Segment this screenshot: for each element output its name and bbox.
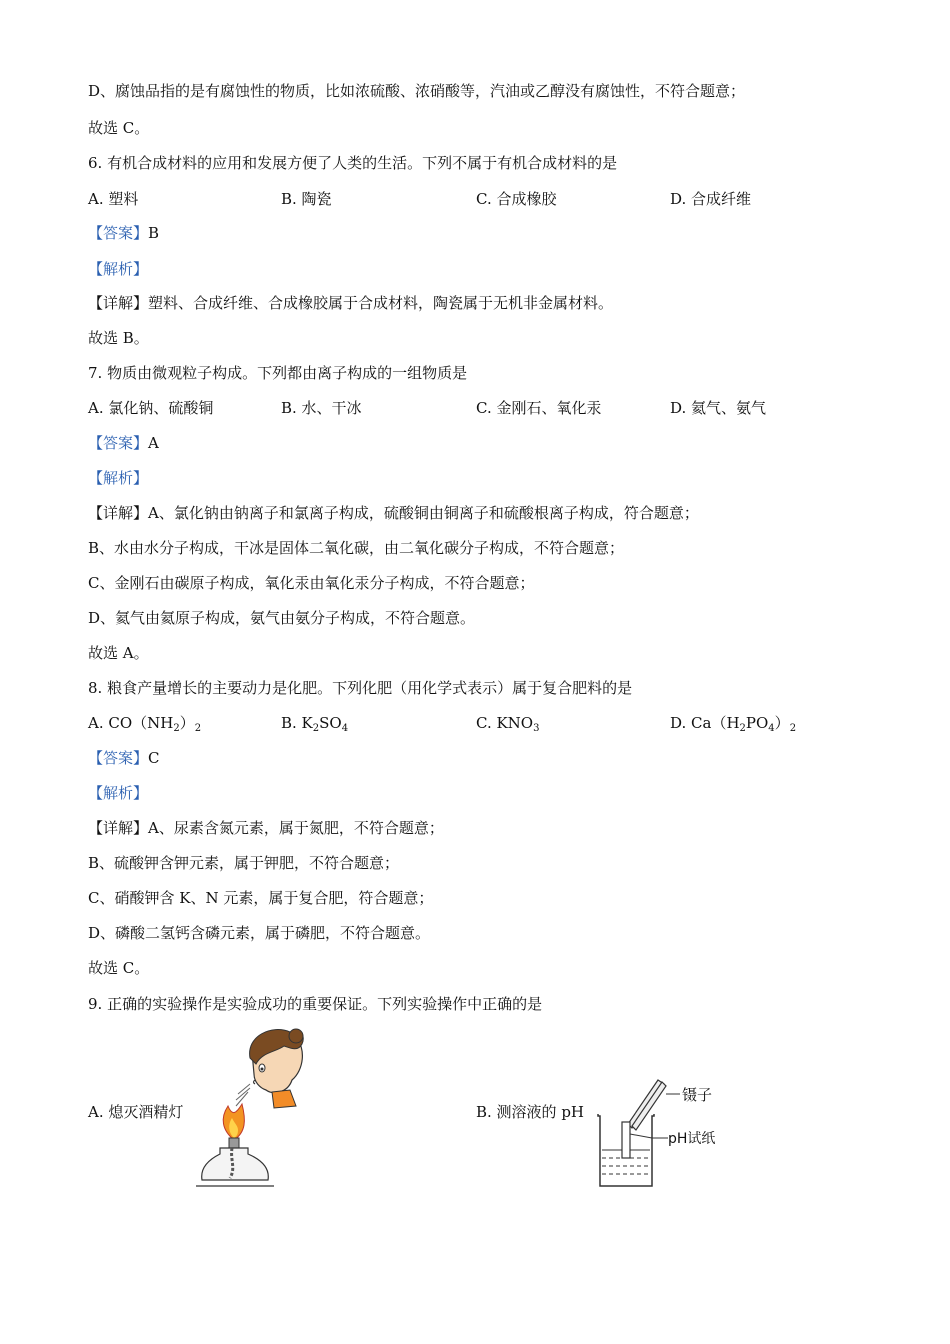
q7-detail-d: D、氦气由氦原子构成，氨气由氨分子构成，不符合题意。 [88, 609, 476, 627]
q8-detail-a [88, 817, 444, 839]
ph-paper-label: pH试纸 [668, 1131, 716, 1147]
detail-tag: 【详解】 [88, 819, 149, 837]
answer-value: A [148, 434, 159, 452]
q6-answer [88, 222, 159, 244]
q7-option-a: A. 氯化钠、硫酸铜 [88, 399, 214, 417]
answer-tag: 【答案】 [88, 434, 149, 452]
q6-stem: 6. 有机合成材料的应用和发展方便了人类的生活。下列不属于有机合成材料的是 [88, 154, 618, 172]
detail-text: A、尿素含氮元素，属于氮肥，不符合题意； [148, 819, 444, 837]
q8-option-b: B. $K_2SO_4$ [281, 714, 349, 734]
detail-tag: 【详解】 [88, 504, 149, 522]
q7-option-c: C. 金刚石、氧化汞 [476, 399, 602, 417]
girl-head-icon [250, 1029, 304, 1108]
q8-stem: 8. 粮食产量增长的主要动力是化肥。下列化肥（用化学式表示）属于复合肥料的是 [88, 679, 633, 697]
q7-conclusion: 故选 A。 [88, 644, 149, 662]
q9-option-a-label: A. 熄灭酒精灯 [88, 1103, 184, 1121]
prev-conclusion: 故选 C。 [88, 119, 150, 137]
q8-option-c: C. $KNO_3$ [476, 714, 540, 734]
q6-option-c: C. 合成橡胶 [476, 190, 557, 208]
answer-tag: 【答案】 [88, 224, 149, 242]
q6-detail [88, 292, 613, 314]
q7-option-b: B. 水、干冰 [281, 399, 362, 417]
prev-option-d-explanation: D、腐蚀品指的是有腐蚀性的物质，比如浓硫酸、浓硝酸等，汽油或乙醇没有腐蚀性，不符合题意； [88, 82, 746, 100]
q9-stem: 9. 正确的实验操作是实验成功的重要保证。下列实验操作中正确的是 [88, 995, 543, 1013]
q6-option-b: B. 陶瓷 [281, 190, 332, 208]
q7-detail-c: C、金刚石由碳原子构成，氧化汞由氧化汞分子构成，不符合题意； [88, 574, 535, 592]
q6-option-d: D. 合成纤维 [670, 190, 752, 208]
q6-option-a: A. 塑料 [88, 190, 139, 208]
q8-option-d: D. $Ca(H_2PO_4)_2$ [670, 714, 797, 734]
answer-value: B [148, 224, 160, 242]
q8-answer [88, 747, 160, 769]
q8-analysis-tag: 【解析】 [88, 784, 149, 802]
q8-option-a: A. $CO(NH_2)_2$ [88, 714, 202, 734]
q7-option-d: D. 氦气、氨气 [670, 399, 767, 417]
q7-detail-a [88, 502, 699, 524]
ph-measurement-figure [594, 1074, 734, 1194]
detail-tag: 【详解】 [88, 294, 149, 312]
q8-detail-b: B、硫酸钾含钾元素，属于钾肥，不符合题意； [88, 854, 400, 872]
detail-text: A、氯化钠由钠离子和氯离子构成，硫酸铜由铜离子和硫酸根离子构成，符合题意； [148, 504, 699, 522]
ph-paper-icon [622, 1122, 630, 1158]
q7-detail-b: B、水由水分子构成，干冰是固体二氧化碳，由二氧化碳分子构成，不符合题意； [88, 539, 625, 557]
q6-conclusion: 故选 B。 [88, 329, 149, 347]
detail-text: 塑料、合成纤维、合成橡胶属于合成材料，陶瓷属于无机非金属材料。 [148, 294, 614, 312]
tweezers-label: 镊子 [682, 1086, 713, 1104]
answer-value: C [148, 749, 160, 767]
answer-tag: 【答案】 [88, 749, 149, 767]
q8-detail-c: C、硝酸钾含 K、N 元素，属于复合肥，符合题意； [88, 889, 434, 907]
q7-analysis-tag: 【解析】 [88, 469, 149, 487]
q7-stem: 7. 物质由微观粒子构成。下列都由离子构成的一组物质是 [88, 364, 468, 382]
q8-conclusion: 故选 C。 [88, 959, 150, 977]
tweezers-icon [628, 1080, 666, 1130]
q7-answer [88, 432, 159, 454]
q9-option-b-label: B. 测溶液的 pH [476, 1103, 585, 1121]
blowing-out-alcohol-lamp-figure [192, 1022, 310, 1192]
q8-detail-d: D、磷酸二氢钙含磷元素，属于磷肥，不符合题意。 [88, 924, 431, 942]
q6-analysis-tag: 【解析】 [88, 260, 149, 278]
